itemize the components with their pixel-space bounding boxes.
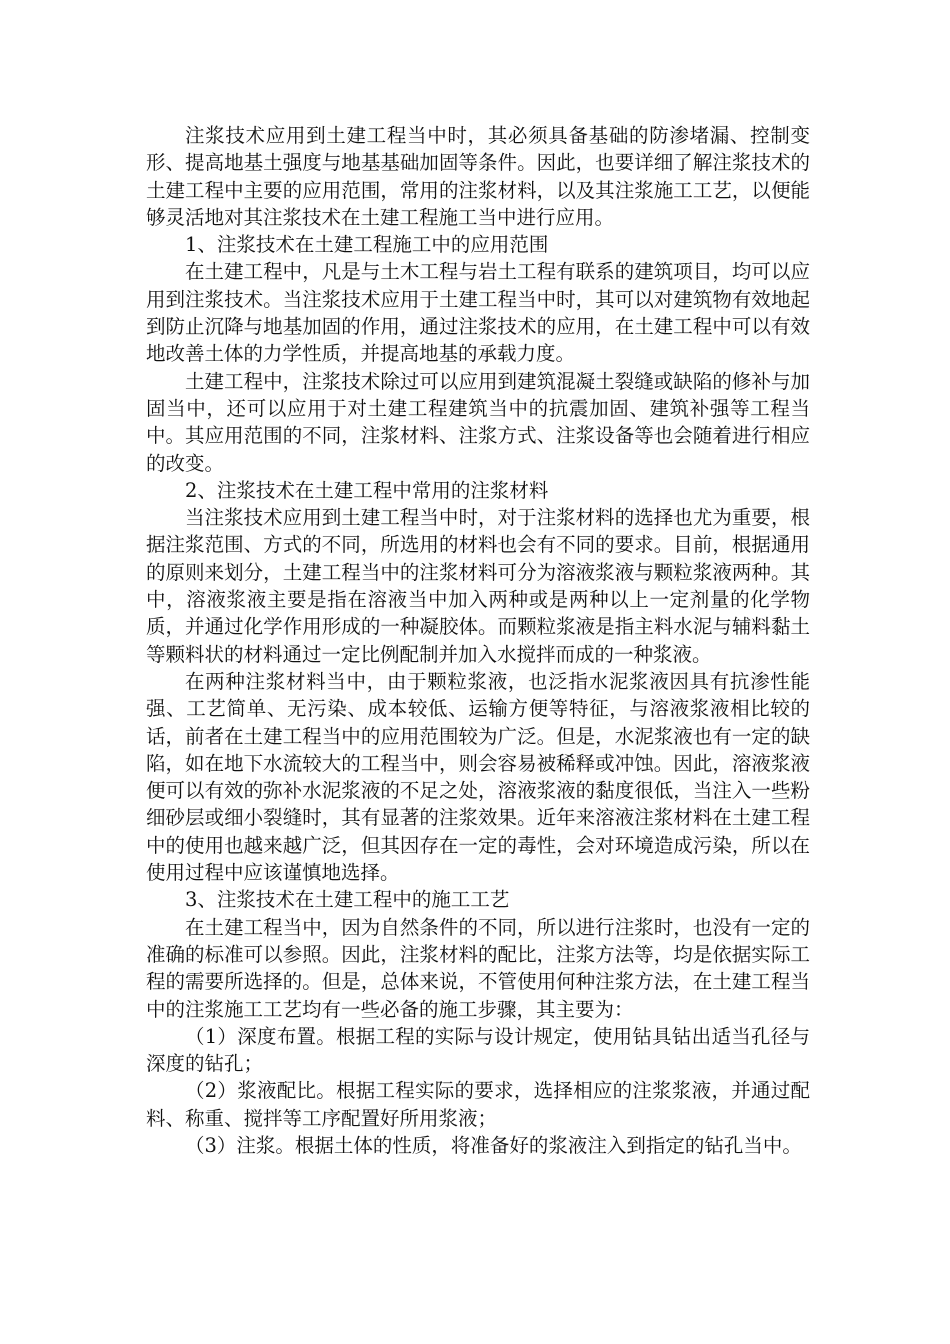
- paragraph-materials-compare: 在两种注浆材料当中，由于颗粒浆液，也泛指水泥浆液因具有抗渗性能强、工艺简单、无污染、成本较低、运输方便等特征，与溶液浆液相比较的话，前者在土建工程当中的应用范围较为广泛。但是，水泥浆液也有一定的缺陷，如在地下水流较大的工程当中，则会容易被稀释或冲蚀。因此，溶液浆液便可以有效的弥补水泥浆液的不足之处，溶液浆液的黏度很低，当注入一些粉细砂层或细小裂缝时，其有显著的注浆效果。近年来溶液注浆材料在土建工程中的使用也越来越广泛，但其因存在一定的毒性，会对环境造成污染，所以在使用过程中应该谨慎地选择。: [146, 669, 810, 885]
- paragraph-process: 在土建工程当中，因为自然条件的不同，所以进行注浆时，也没有一定的准确的标准可以参照。因此，注浆材料的配比，注浆方法等，均是依据实际工程的需要所选择的。但是，总体来说，不管使用何种注浆方法，在土建工程当中的注浆施工工艺均有一些必备的施工步骤，其主要为：: [146, 915, 810, 1021]
- paragraph-scope: 在土建工程中，凡是与土木工程与岩土工程有联系的建筑项目，均可以应用到注浆技术。当注浆技术应用于土建工程当中时，其可以对建筑物有效地起到防止沉降与地基加固的作用，通过注浆技术的应用，在土建工程中可以有效地改善土体的力学性质，并提高地基的承载力度。: [146, 260, 810, 366]
- section-heading-1: 1、注浆技术在土建工程施工中的应用范围: [185, 233, 549, 257]
- section-heading-2: 2、注浆技术在土建工程中常用的注浆材料: [185, 478, 549, 502]
- list-item-step-1: （1）深度布置。根据工程的实际与设计规定，使用钻具钻出适当孔径与深度的钻孔；: [146, 1024, 810, 1076]
- paragraph-materials: 当注浆技术应用到土建工程当中时，对于注浆材料的选择也尤为重要，根据注浆范围、方式的不同，所选用的材料也会有不同的要求。目前，根据通用的原则来划分，土建工程当中的注浆材料可分为溶液浆液与颗粒浆液两种。其中，溶液浆液主要是指在溶液当中加入两种或是两种以上一定剂量的化学物质，并通过化学作用形成的一种凝胶体。而颗粒浆液是指主料水泥与辅料黏土等颗料状的材料通过一定比例配制并加入水搅拌而成的一种浆液。: [146, 506, 810, 666]
- paragraph-scope-extra: 土建工程中，注浆技术除过可以应用到建筑混凝土裂缝或缺陷的修补与加固当中，还可以应用于对土建工程建筑当中的抗震加固、建筑补强等工程当中。其应用范围的不同，注浆材料、注浆方式、注浆设备等也会随着进行相应的改变。: [146, 369, 810, 475]
- document-body: [146, 122, 810, 1159]
- list-item-step-2: （2）浆液配比。根据工程实际的要求，选择相应的注浆浆液，并通过配料、称重、搅拌等工序配置好所用浆液；: [146, 1079, 810, 1130]
- list-item-step-3: （3）注浆。根据土体的性质，将准备好的浆液注入到指定的钻孔当中。: [185, 1133, 802, 1157]
- paragraph-intro: 注浆技术应用到土建工程当中时，其必须具备基础的防渗堵漏、控制变形、提高地基土强度与地基基础加固等条件。因此，也要详细了解注浆技术的土建工程中主要的应用范围，常用的注浆材料，以及其注浆施工工艺，以便能够灵活地对其注浆技术在土建工程施工当中进行应用。: [146, 124, 810, 229]
- section-heading-3: 3、注浆技术在土建工程中的施工工艺: [185, 888, 510, 912]
